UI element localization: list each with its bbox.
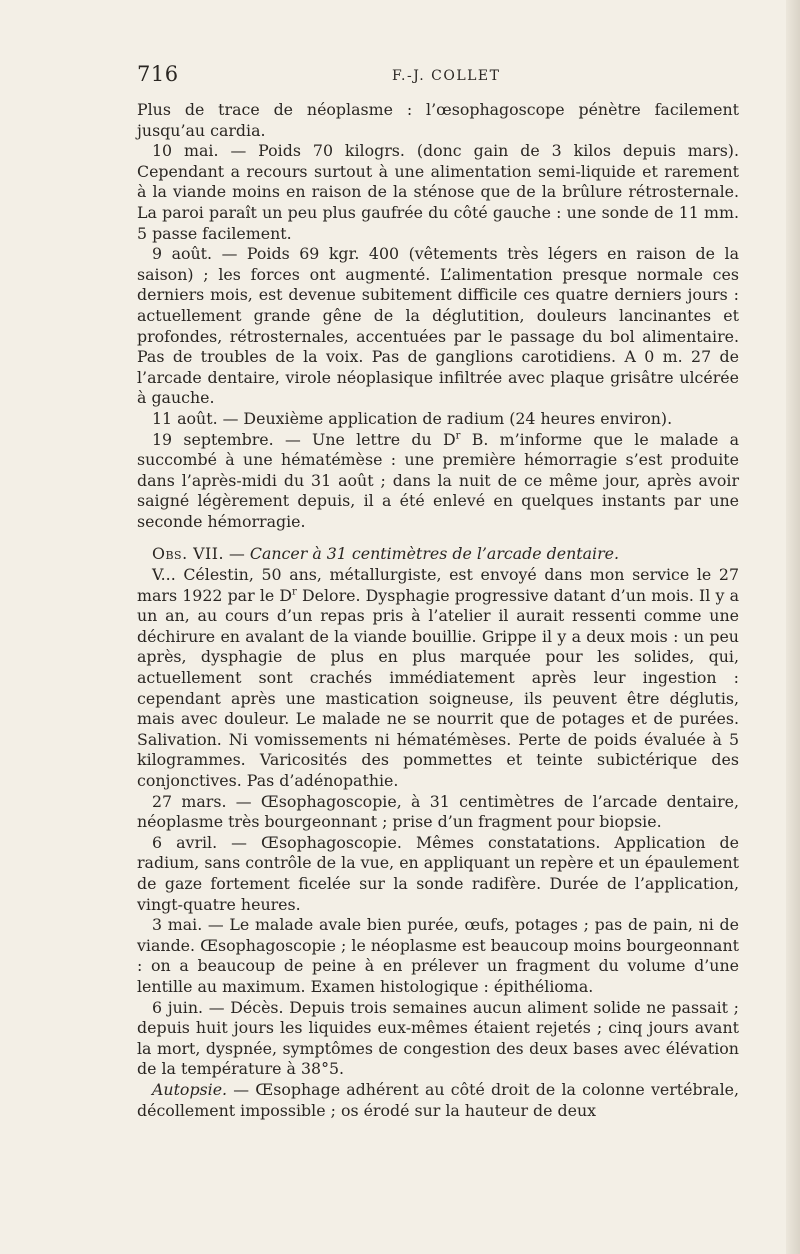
superscript: r bbox=[292, 586, 297, 598]
autopsy-label: Autopsie. bbox=[152, 1079, 228, 1099]
paragraph: 10 mai. — Poids 70 kilogrs. (donc gain de 3 kilos depuis mars). Cependant a recours surtout à une alimentation semi-liquide et rarement à la viande moins en raison de la sténose que de la brûlure rétrosternale. La paroi paraît un peu plus gaufrée du côté gauche : une sonde de 11 mm. 5 passe facilement. bbox=[137, 141, 739, 243]
observation-title: Cancer à 31 centimètres de l’arcade dentaire. bbox=[249, 544, 620, 564]
page-number: 716 bbox=[137, 62, 179, 86]
text-run: Delore. Dysphagie progressive datant d’un mois. Il y a un an, au cours d’un repas pris à l’atelier il aurait ressenti comme une déchirure en avalant de la viande bouillie. Grippe il y a deux mois : un peu après, dysphagie de plus en plus marquée pour les solides, qui, actuellement sont crachés immédiatement après leur ingestion : cependant après une mastication soigneuse, ils peuvent être déglutis, mais avec douleur. Le malade ne se nourrit que de potages et de purées. Salivation. Ni vomissements ni hématémèses. Perte de poids évaluée à 5 kilogrammes. Varicosités des pommettes et teinte subictérique des conjonctives. Pas d’adénopathie. bbox=[137, 585, 739, 790]
paragraph: 27 mars. — Œsophagoscopie, à 31 centimètres de l’arcade dentaire, néoplasme très bourgeonnant ; prise d’un fragment pour biopsie. bbox=[137, 791, 739, 832]
paragraph bbox=[137, 430, 739, 533]
page-edge bbox=[786, 0, 800, 1254]
paragraph: Plus de trace de néoplasme : l’œsophagoscope pénètre facilement jusqu’au cardia. bbox=[137, 100, 739, 140]
paragraph: 3 mai. — Le malade avale bien purée, œufs, potages ; pas de pain, ni de viande. Œsophagoscopie ; le néoplasme est beaucoup moins bourgeonnant : on a beaucoup de peine à en prélever un fragment du volume d’une lentille au maximum. Examen histologique : épithélioma. bbox=[137, 915, 739, 996]
text-run: V... Célestin, 50 ans, métallurgiste, est envoyé dans mon service le 27 mars 1922 par le D bbox=[137, 565, 739, 605]
page-header bbox=[137, 62, 737, 92]
running-head: F.-J. COLLET bbox=[392, 68, 501, 84]
observation-label: Obs. VII. bbox=[152, 544, 225, 564]
text-run: 19 septembre. — Une lettre du D bbox=[152, 429, 456, 449]
observation-heading bbox=[137, 544, 739, 565]
superscript: r bbox=[455, 430, 461, 442]
text-run: — Œsophage adhérent au côté droit de la colonne vertébrale, décollement impossible ; os érodé sur la hauteur de deux bbox=[137, 1079, 739, 1120]
paragraph bbox=[137, 1080, 739, 1121]
paragraph bbox=[137, 565, 739, 792]
paragraph: 11 août. — Deuxième application de radium (24 heures environ). bbox=[152, 408, 673, 428]
text-run: B. m’informe que le malade a succombé à une hématémèse : une première hémorragie s’est produite dans l’après-midi du 31 août ; dans la nuit de ce même jour, après avoir saigné légèrement depuis, il a été enlevé en quelques instants par une seconde hémorragie. bbox=[137, 429, 739, 531]
paragraph: 9 août. — Poids 69 kgr. 400 (vêtements très légers en raison de la saison) ; les forces ont augmenté. L’alimentation presque normale ces derniers mois, est devenue subitement difficile ces quatre derniers jours : actuellement grande gêne de la déglutition, douleurs lancinantes et profondes, rétrosternales, accentuées par le passage du bol alimentaire. Pas de troubles de la voix. Pas de ganglions carotidiens. A 0 m. 27 de l’arcade dentaire, virole néoplasique infiltrée avec plaque grisâtre ulcérée à gauche. bbox=[137, 244, 739, 408]
dash: — bbox=[224, 544, 250, 564]
paragraph: 6 avril. — Œsophagoscopie. Mêmes constatations. Application de radium, sans contrôle de la vue, en appliquant un repère et un épaulement de gaze fortement ficelée sur la sonde radifère. Durée de l’application, vingt-quatre heures. bbox=[137, 832, 739, 914]
body-text bbox=[137, 100, 739, 1121]
paragraph: 6 juin. — Décès. Depuis trois semaines aucun aliment solide ne passait ; depuis huit jours les liquides eux-mêmes étaient rejetés ; cinq jours avant la mort, dyspnée, symptômes de congestion des deux bases avec élévation de la température à 38°5. bbox=[137, 997, 739, 1079]
